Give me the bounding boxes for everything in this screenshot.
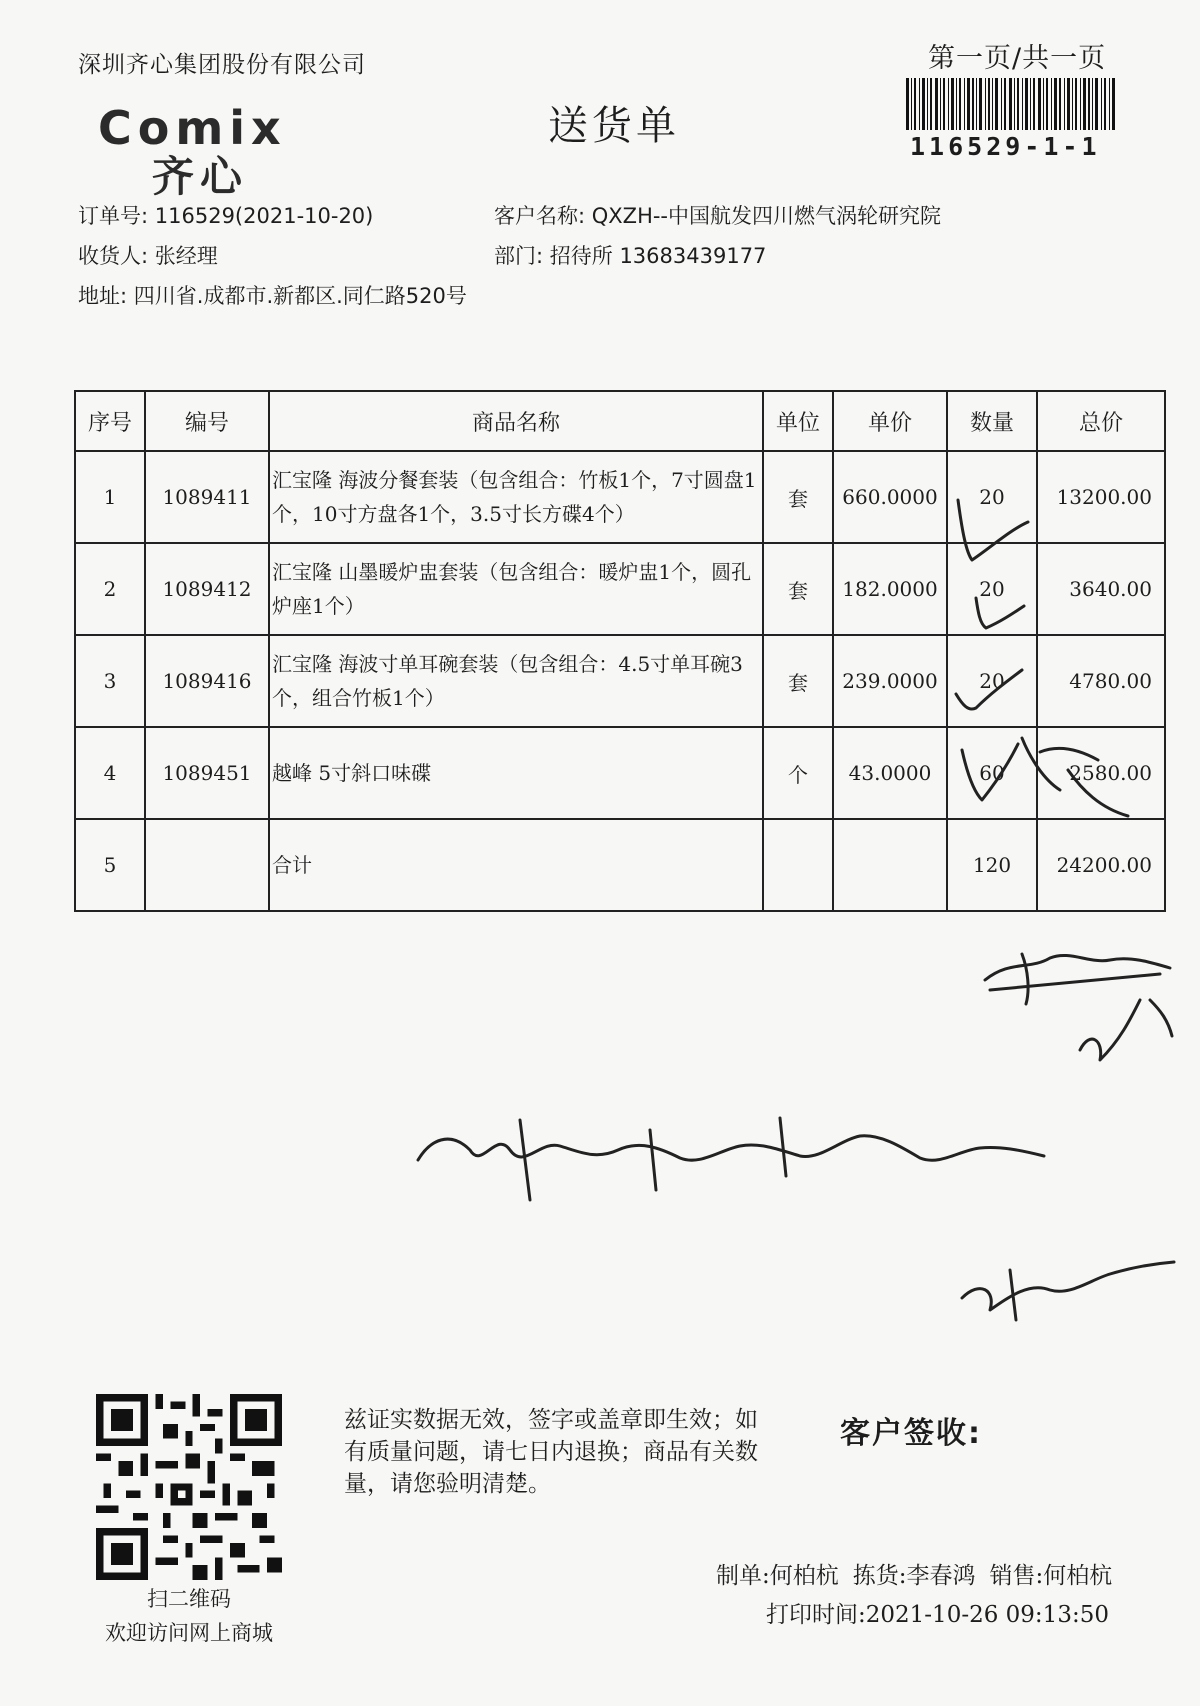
cell-total-label: 合计 — [269, 819, 763, 911]
customer-signoff-label: 客户签收: — [840, 1416, 982, 1451]
cell-product-name: 越峰 5寸斜口味碟 — [269, 727, 763, 819]
picker-value: 李春鸿 — [906, 1563, 976, 1589]
address — [78, 280, 467, 310]
logo-latin-text: Comix — [98, 101, 287, 155]
print-time-value: 2021-10-26 09:13:50 — [865, 1602, 1109, 1628]
qr-caption-line2: 欢迎访问网上商城 — [105, 1621, 273, 1645]
cell-unit: 套 — [763, 635, 833, 727]
header-quantity: 数量 — [947, 391, 1037, 451]
cell-product-name: 汇宝隆 海波寸单耳碗套装（包含组合：4.5寸单耳碗3个，组合竹板1个） — [269, 635, 763, 727]
cell-seq: 3 — [75, 635, 145, 727]
cell-unit: 套 — [763, 451, 833, 543]
comix-logo — [98, 101, 338, 204]
address-label: 地址: — [78, 284, 128, 308]
cell-quantity: 60 — [947, 727, 1037, 819]
staff-line — [716, 1557, 1112, 1590]
order-value: 116529(2021-10-20) — [154, 204, 374, 228]
cell-total-price: 3640.00 — [1037, 543, 1165, 635]
qr-caption — [78, 1582, 300, 1650]
cell-grand-total: 24200.00 — [1037, 819, 1165, 911]
page-number: 第一页/共一页 — [928, 43, 1107, 74]
cell-code — [145, 819, 269, 911]
items-table — [74, 390, 1166, 912]
document-title: 送货单 — [548, 103, 680, 149]
sales-label: 销售: — [989, 1563, 1044, 1589]
qr-caption-line1: 扫二维码 — [147, 1587, 231, 1611]
customer-value: QXZH--中国航发四川燃气涡轮研究院 — [591, 204, 942, 228]
cell-unit-price: 660.0000 — [833, 451, 947, 543]
cell-code: 1089412 — [145, 543, 269, 635]
maker-value: 何柏杭 — [769, 1563, 839, 1589]
table-row — [75, 451, 1165, 543]
cell-quantity: 20 — [947, 635, 1037, 727]
qr-code — [96, 1394, 282, 1580]
cell-unit — [763, 819, 833, 911]
receiver-value: 张经理 — [154, 244, 218, 268]
table-total-row — [75, 819, 1165, 911]
cell-seq: 4 — [75, 727, 145, 819]
cell-unit-price — [833, 819, 947, 911]
header-total-price: 总价 — [1037, 391, 1165, 451]
logo-chinese-text: 齐心 — [152, 152, 249, 201]
table-header-row — [75, 391, 1165, 451]
cell-unit-price: 239.0000 — [833, 635, 947, 727]
header-unit: 单位 — [763, 391, 833, 451]
address-value: 四川省.成都市.新都区.同仁路520号 — [133, 284, 467, 308]
header-unit-price: 单价 — [833, 391, 947, 451]
cell-seq: 2 — [75, 543, 145, 635]
print-time-label: 打印时间: — [766, 1602, 866, 1628]
cell-unit: 个 — [763, 727, 833, 819]
department — [494, 240, 766, 270]
cell-code: 1089451 — [145, 727, 269, 819]
barcode-number: 116529-1-1 — [910, 132, 1101, 161]
cell-product-name: 汇宝隆 海波分餐套装（包含组合：竹板1个，7寸圆盘1个，10寸方盘各1个，3.5寸长方碟4个） — [269, 451, 763, 543]
cell-unit: 套 — [763, 543, 833, 635]
cell-total-price: 4780.00 — [1037, 635, 1165, 727]
receiver-label: 收货人: — [78, 244, 149, 268]
notice-text: 兹证实数据无效，签字或盖章即生效；如有质量问题，请七日内退换；商品有关数量，请您验明清楚。 — [344, 1407, 758, 1497]
department-label: 部门: — [494, 244, 544, 268]
signature-top-right — [985, 954, 1170, 1004]
cell-unit-price: 182.0000 — [833, 543, 947, 635]
order-label: 订单号: — [78, 204, 149, 228]
customer-name — [494, 200, 941, 230]
confirmation-note — [418, 1118, 1044, 1200]
order-number — [78, 200, 373, 230]
cell-total-price: 2580.00 — [1037, 727, 1165, 819]
cell-quantity: 20 — [947, 451, 1037, 543]
date-signature-bottom — [962, 1262, 1174, 1320]
print-time — [766, 1596, 1109, 1629]
cell-seq: 5 — [75, 819, 145, 911]
header-product-name: 商品名称 — [269, 391, 763, 451]
sales-value: 何柏杭 — [1043, 1563, 1113, 1589]
cell-product-name: 汇宝隆 山墨暖炉盅套装（包含组合：暖炉盅1个，圆孔炉座1个） — [269, 543, 763, 635]
table-row — [75, 635, 1165, 727]
cell-unit-price: 43.0000 — [833, 727, 947, 819]
cell-quantity: 20 — [947, 543, 1037, 635]
table-row — [75, 543, 1165, 635]
cell-seq: 1 — [75, 451, 145, 543]
customer-label: 客户名称: — [494, 204, 586, 228]
barcode — [906, 78, 1116, 130]
company-name: 深圳齐心集团股份有限公司 — [78, 52, 366, 78]
department-value: 招待所 13683439177 — [549, 244, 767, 268]
maker-label: 制单: — [716, 1563, 770, 1589]
table-row — [75, 727, 1165, 819]
receiver — [78, 240, 218, 270]
header-seq: 序号 — [75, 391, 145, 451]
cell-code: 1089411 — [145, 451, 269, 543]
picker-label: 拣货: — [852, 1563, 907, 1589]
cell-total-quantity: 120 — [947, 819, 1037, 911]
header-code: 编号 — [145, 391, 269, 451]
cell-code: 1089416 — [145, 635, 269, 727]
date-top-right — [1080, 1000, 1172, 1060]
cell-total-price: 13200.00 — [1037, 451, 1165, 543]
